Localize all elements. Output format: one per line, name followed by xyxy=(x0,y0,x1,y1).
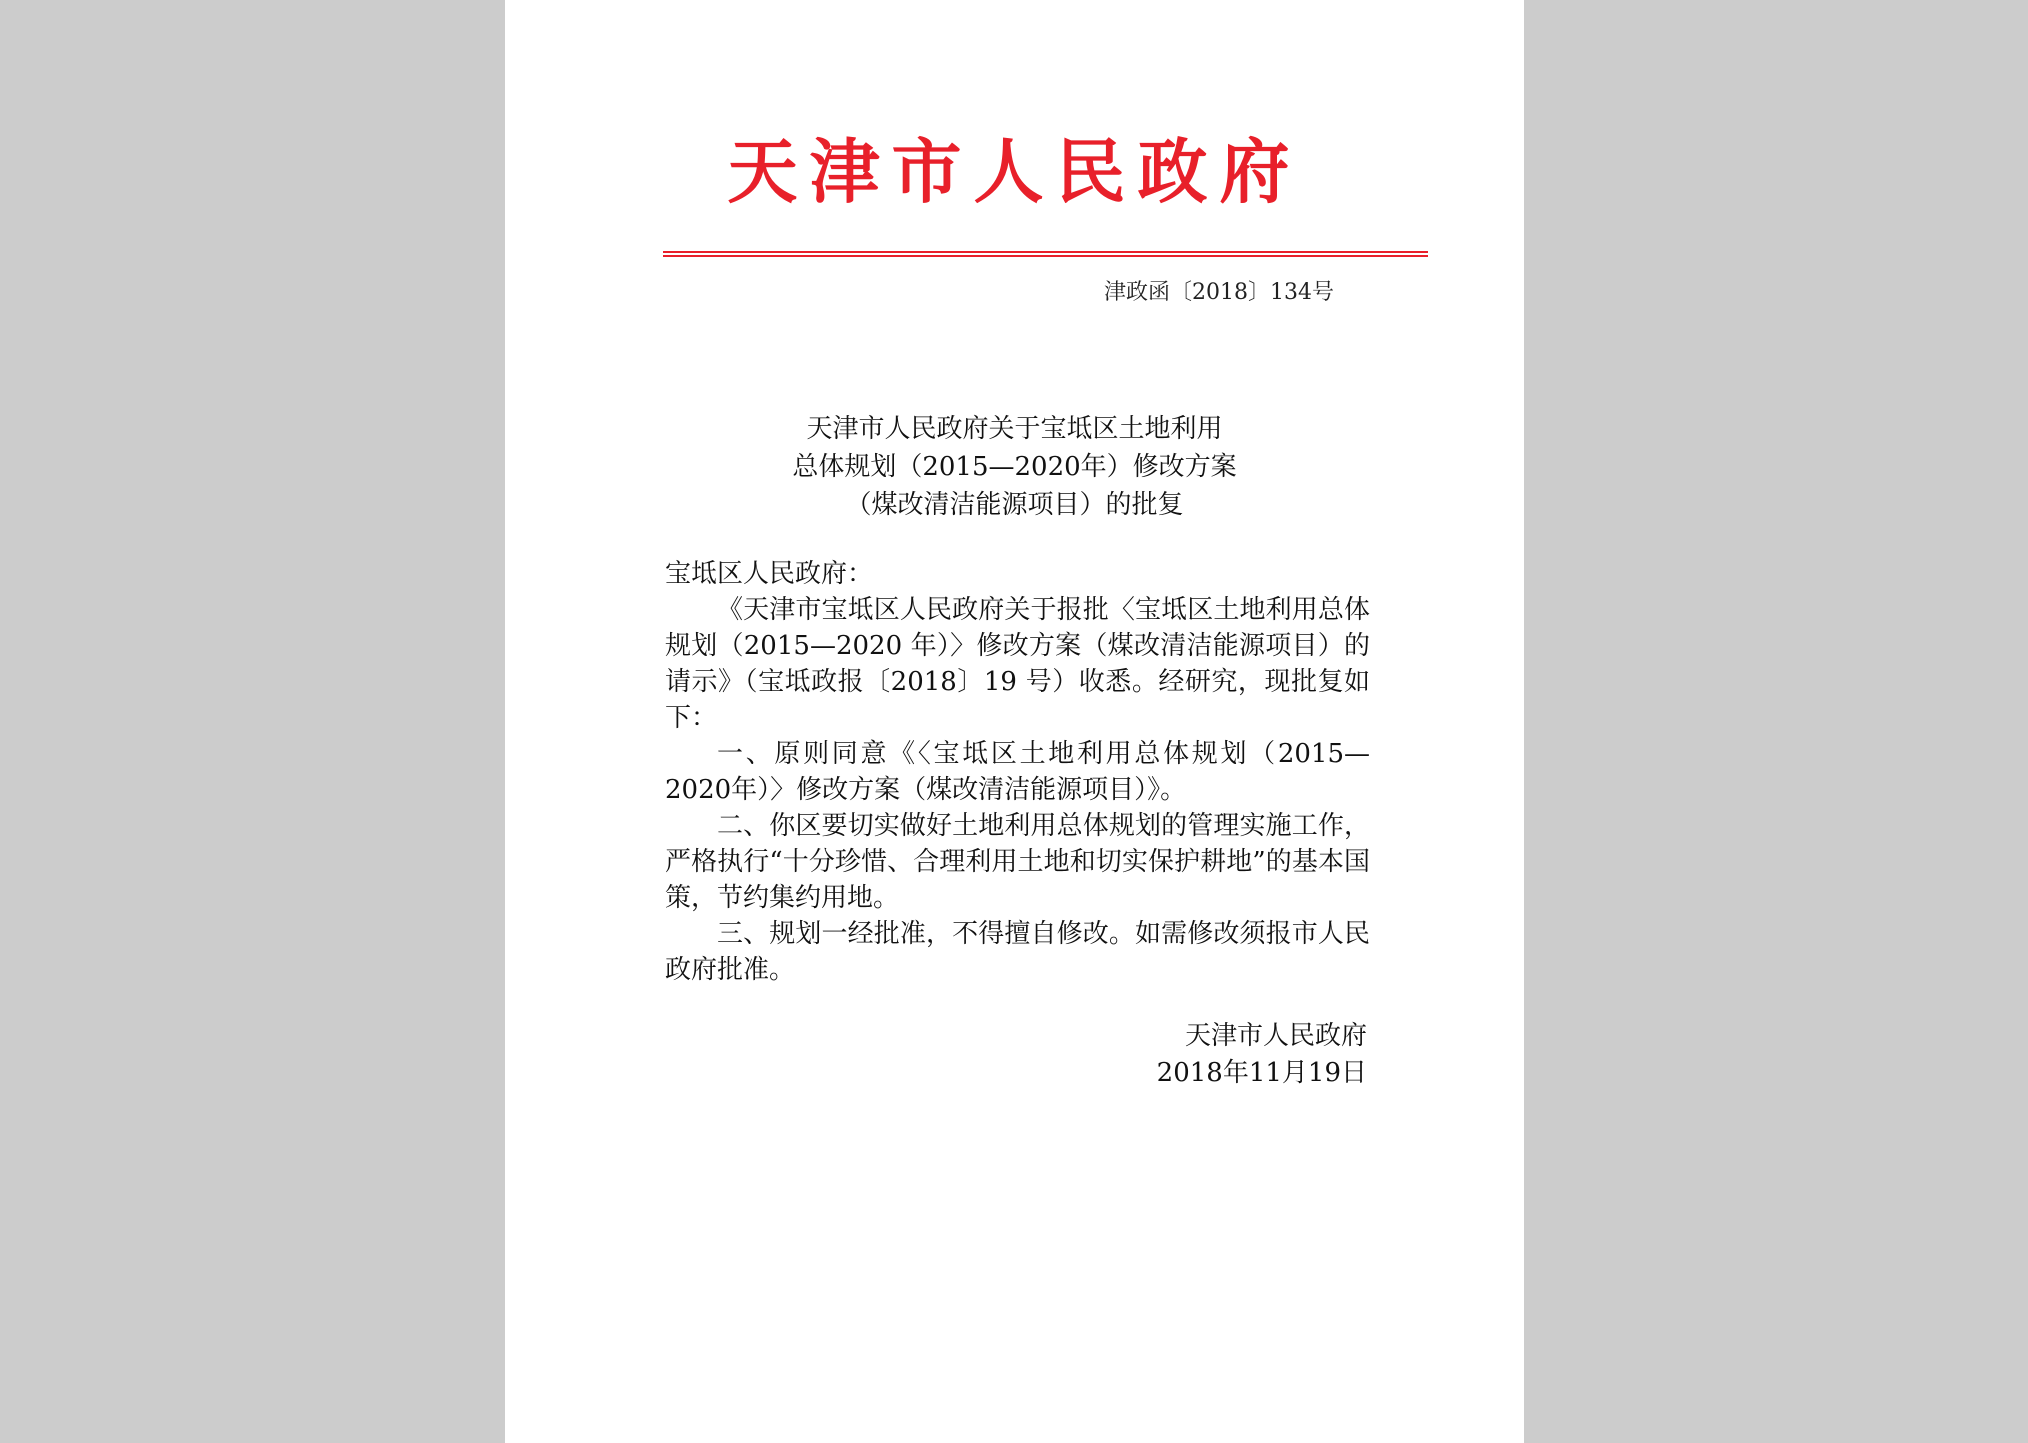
title-line-3: （煤改清洁能源项目）的批复 xyxy=(845,490,1184,520)
document-page xyxy=(505,0,1524,1443)
body-paragraph-1: 《天津市宝坻区人民政府关于报批〈宝坻区土地利用总体规划（2015—2020 年）〉修改方案（煤改清洁能源项目）的请示》（宝坻政报〔2018〕19 号）收悉。经研究，现批复如下： xyxy=(665,595,1370,733)
document-number: 津政函〔2018〕134号 xyxy=(1104,280,1334,305)
document-title xyxy=(505,410,1524,524)
signature-issuer: 天津市人民政府 xyxy=(1184,1021,1367,1051)
body-paragraph-4: 三、规划一经批准，不得擅自修改。如需修改须报市人民政府批准。 xyxy=(665,919,1370,985)
document-body xyxy=(665,556,1370,988)
signature-block xyxy=(505,1018,1367,1092)
red-divider-line xyxy=(663,251,1428,257)
body-paragraph-3: 二、你区要切实做好土地利用总体规划的管理实施工作，严格执行“十分珍惜、合理利用土地和切实保护耕地”的基本国策，节约集约用地。 xyxy=(665,811,1370,913)
title-line-2: 总体规划（2015—2020年）修改方案 xyxy=(792,452,1237,482)
title-line-1: 天津市人民政府关于宝坻区土地利用 xyxy=(806,414,1223,444)
salutation: 宝坻区人民政府： xyxy=(665,559,874,589)
issuing-authority-header: 天津市人民政府 xyxy=(727,131,1302,213)
body-paragraph-2: 一、原则同意《〈宝坻区土地利用总体规划（2015—2020年）〉修改方案（煤改清洁能源项目）》。 xyxy=(665,739,1370,805)
signature-date: 2018年11月19日 xyxy=(1156,1058,1367,1088)
